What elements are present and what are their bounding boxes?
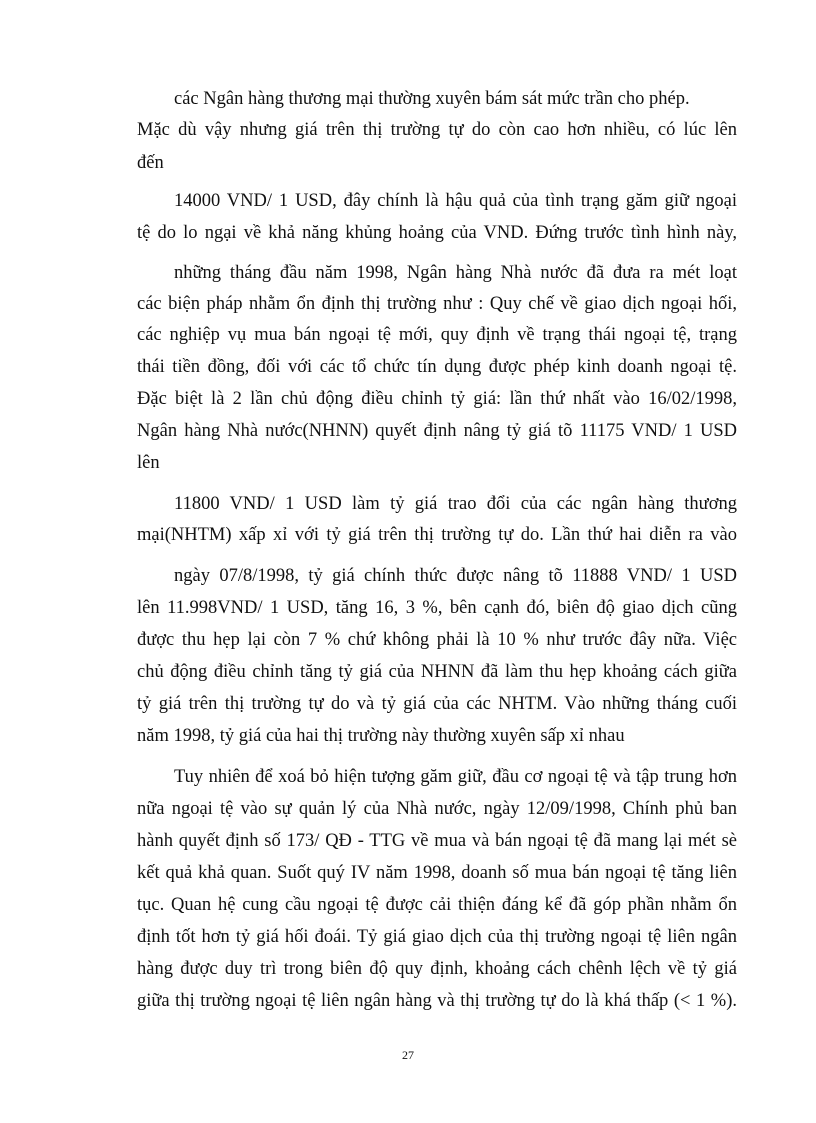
text-line: những tháng đầu năm 1998, Ngân hàng Nhà nước đã đưa ra mét loạt <box>174 263 737 283</box>
page-number: 27 <box>402 1048 414 1062</box>
text-line: các nghiệp vụ mua bán ngoại tệ mới, quy định về trạng thái ngoại tệ, trạng <box>137 325 737 345</box>
text-line: các Ngân hàng thương mại thường xuyên bám sát mức trần cho phép. <box>174 89 690 109</box>
text-line: Tuy nhiên để xoá bỏ hiện tượng găm giữ, đầu cơ ngoại tệ và tập trung hơn <box>174 767 737 787</box>
text-line: mại(NHTM) xấp xỉ với tỷ giá trên thị trường tự do. Lần thứ hai diễn ra vào <box>137 525 737 545</box>
text-line: lên 11.998VND/ 1 USD, tăng 16, 3 %, bên cạnh đó, biên độ giao dịch cũng <box>137 598 737 618</box>
text-line: giữa thị trường ngoại tệ liên ngân hàng và thị trường tự do là khá thấp (< 1 %). <box>137 991 737 1011</box>
text-line: Mặc dù vậy nhưng giá trên thị trường tự do còn cao hơn nhiều, có lúc lên <box>137 120 737 140</box>
text-line: ngày 07/8/1998, tỷ giá chính thức được nâng tõ 11888 VND/ 1 USD <box>174 566 737 586</box>
text-line: hành quyết định số 173/ QĐ - TTG về mua và bán ngoại tệ đã mang lại mét sè <box>137 831 737 851</box>
text-line: được thu hẹp lại còn 7 % chứ không phải là 10 % như trước đây nữa. Việc <box>137 630 737 650</box>
text-line: lên <box>137 453 160 473</box>
text-line: định tốt hơn tỷ giá hối đoái. Tỷ giá giao dịch của thị trường ngoại tệ liên ngân <box>137 927 737 947</box>
text-line: đến <box>137 153 164 173</box>
text-line: tỷ giá trên thị trường tự do và tỷ giá của các NHTM. Vào những tháng cuối <box>137 694 737 714</box>
text-line: kết quả khả quan. Suốt quý IV năm 1998, doanh số mua bán ngoại tệ tăng liên <box>137 863 737 883</box>
text-line: Ngân hàng Nhà nước(NHNN) quyết định nâng tỷ giá tõ 11175 VND/ 1 USD <box>137 421 737 441</box>
text-line: tệ do lo ngại về khả năng khủng hoảng của VND. Đứng trước tình hình này, <box>137 223 737 243</box>
text-line: 14000 VND/ 1 USD, đây chính là hậu quả của tình trạng găm giữ ngoại <box>174 191 737 211</box>
text-line: năm 1998, tỷ giá của hai thị trường này thường xuyên sấp xỉ nhau <box>137 726 625 746</box>
text-line: Đặc biệt là 2 lần chủ động điều chỉnh tỷ giá: lần thứ nhất vào 16/02/1998, <box>137 389 737 409</box>
text-line: tục. Quan hệ cung cầu ngoại tệ được cải thiện đáng kể đã góp phần nhằm ổn <box>137 895 737 915</box>
text-line: thái tiền đồng, đối với các tổ chức tín dụng được phép kinh doanh ngoại tệ. <box>137 357 737 377</box>
text-line: các biện pháp nhằm ổn định thị trường như : Quy chế về giao dịch ngoại hối, <box>137 294 737 314</box>
text-line: nữa ngoại tệ vào sự quản lý của Nhà nước, ngày 12/09/1998, Chính phủ ban <box>137 799 737 819</box>
text-line: hàng được duy trì trong biên độ quy định, khoảng cách chênh lệch về tỷ giá <box>137 959 737 979</box>
text-line: chủ động điều chỉnh tăng tỷ giá của NHNN đã làm thu hẹp khoảng cách giữa <box>137 662 737 682</box>
text-line: 11800 VND/ 1 USD làm tỷ giá trao đổi của các ngân hàng thương <box>174 494 737 514</box>
